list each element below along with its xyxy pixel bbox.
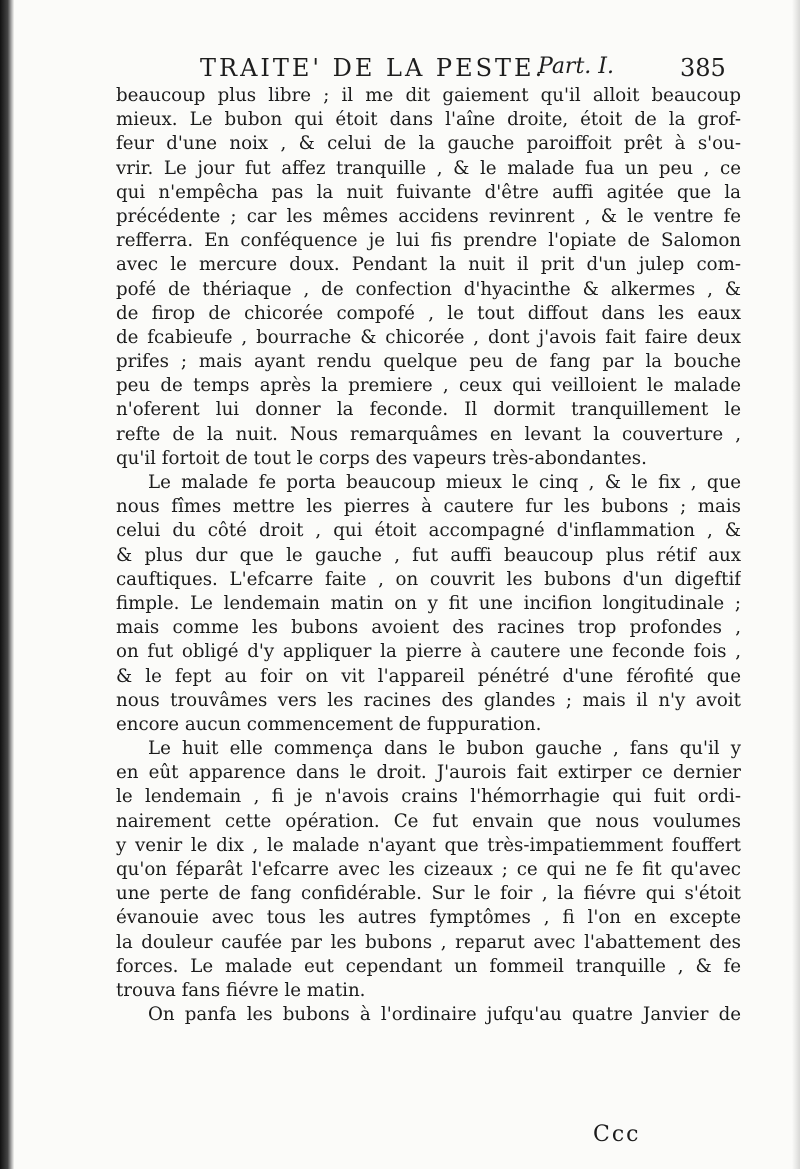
text-line: avec le mercure doux. Pendant la nuit il prit d'un julep com- (116, 254, 741, 276)
text-line: qui n'empêcha pas la nuit fuivante d'être auffi agitée que la (116, 181, 741, 203)
text-line: vrir. Le jour fut affez tranquille , & le malade fua un peu , ce (116, 157, 741, 179)
part-label: Part. I. (538, 54, 614, 79)
text-line: la douleur caufée par les bubons , reparut avec l'abattement des (116, 931, 741, 953)
text-line: refferra. En conféquence je lui fis prendre l'opiate de Salomon (116, 230, 741, 252)
text-line-paragraph-start: On panfa les bubons à l'ordinaire jufqu'au quatre Janvier de (148, 1004, 741, 1026)
running-title: TRAITE' DE LA PESTE. (200, 54, 546, 82)
text-line: nous fîmes mettre les pierres à cautere fur les bubons ; mais (116, 496, 741, 518)
text-line-paragraph-start: Le malade fe porta beaucoup mieux le cinq , & le fix , que (148, 472, 741, 493)
signature-mark: Ccc (593, 1122, 641, 1147)
text-line: mais comme les bubons avoient des racines trop profondes , (116, 617, 741, 639)
text-line: beaucoup plus libre ; il me dit gaiement qu'il alloit beaucoup (116, 85, 741, 106)
text-line: y venir le dix , le malade n'ayant que très-impatiemment fouffert (116, 834, 741, 856)
text-line: qu'il fortoit de tout le corps des vapeurs très-abondantes. (116, 447, 647, 469)
text-line: n'oferent lui donner la feconde. Il dormit tranquillement le (116, 399, 741, 421)
text-line: feur d'une noix , & celui de la gauche paroiffoit prêt à s'ou- (116, 133, 741, 155)
text-line: pofé de thériaque , de confection d'hyacinthe & alkermes , & (116, 278, 741, 300)
text-line: & plus dur que le gauche , fut auffi beaucoup plus rétif aux (116, 544, 741, 566)
text-line: trouva fans fiévre le matin. (116, 979, 366, 1001)
text-line: de fcabieufe , bourrache & chicorée , dont j'avois fait faire deux (116, 326, 741, 348)
binding-edge (0, 0, 14, 1169)
text-line: peu de temps après la premiere , ceux qui veilloient le malade (116, 375, 741, 397)
text-line: celui du côté droit , qui étoit accompagné d'inflammation , & (116, 520, 741, 542)
text-line: en eût apparence dans le droit. J'aurois fait extirper ce dernier (116, 762, 741, 784)
text-line: fimple. Le lendemain matin on y fit une incifion longitudinale ; (116, 592, 741, 614)
text-line: on fut obligé d'y appliquer la pierre à cautere une feconde fois , (116, 641, 741, 663)
page-number: 385 (680, 54, 726, 82)
text-line: prifes ; mais ayant rendu quelque peu de fang par la bouche (116, 351, 741, 373)
text-line: cauftiques. L'efcarre faite , on couvrit les bubons d'un digeftif (116, 568, 741, 590)
text-line: encore aucun commencement de fuppuration. (116, 713, 542, 735)
text-line: de firop de chicorée compofé , le tout diffout dans les eaux (116, 302, 741, 324)
text-line: le lendemain , fi je n'avois crains l'hémorrhagie qui fuit ordi- (116, 786, 741, 808)
text-line: nairement cette opération. Ce fut envain que nous voulumes (116, 810, 741, 832)
text-line: refte de la nuit. Nous remarquâmes en levant la couverture , (116, 423, 741, 445)
text-line: nous trouvâmes vers les racines des glandes ; mais il n'y avoit (116, 689, 741, 711)
text-line: forces. Le malade eut cependant un fommeil tranquille , & fe (116, 955, 741, 977)
page-edge-shadow (792, 0, 800, 1169)
text-line: qu'on féparât l'efcarre avec les cizeaux ; ce qui ne fe fit qu'avec (116, 859, 741, 880)
body-text (116, 84, 741, 1027)
text-line: précédente ; car les mêmes accidens revinrent , & le ventre fe (116, 205, 741, 227)
text-line: mieux. Le bubon qui étoit dans l'aîne droite, étoit de la grof- (116, 109, 741, 131)
text-line: une perte de fang confidérable. Sur le foir , la fiévre qui s'étoit (116, 883, 741, 905)
text-line: évanouie avec tous les autres fymptômes , fi l'on en excepte (116, 907, 741, 929)
text-line: & le fept au foir on vit l'appareil pénétré d'une férofité que (116, 665, 741, 687)
text-line-paragraph-start: Le huit elle commença dans le bubon gauche , fans qu'il y (148, 738, 741, 760)
